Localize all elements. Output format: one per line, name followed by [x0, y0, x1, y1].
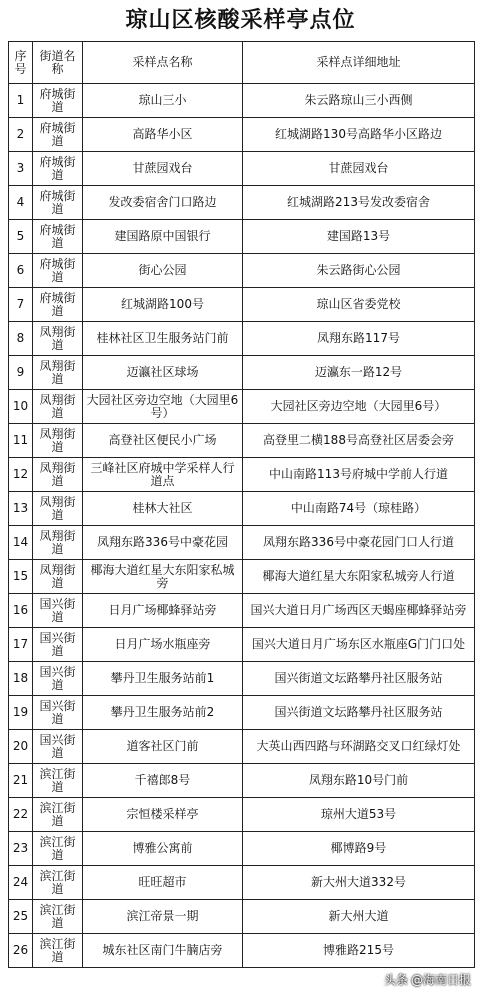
table-row — [9, 152, 475, 186]
row-site-address: 椰博路9号 — [243, 832, 475, 866]
row-site-address: 国兴大道日月广场西区天蝎座椰蜂驿站旁 — [243, 594, 475, 628]
table-row — [9, 832, 475, 866]
table-row — [9, 560, 475, 594]
row-site-address: 大园社区旁边空地（大园里6号） — [243, 390, 475, 424]
table-row — [9, 390, 475, 424]
sampling-sites-table — [8, 41, 475, 968]
row-site-address: 凤翔东路117号 — [243, 322, 475, 356]
row-site-name: 桂林社区卫生服务站门前 — [83, 322, 243, 356]
table-row — [9, 798, 475, 832]
row-index: 3 — [9, 152, 33, 186]
row-index: 26 — [9, 934, 33, 968]
table-row — [9, 322, 475, 356]
table-row — [9, 866, 475, 900]
table-row — [9, 526, 475, 560]
row-index: 16 — [9, 594, 33, 628]
row-site-name: 旺旺超市 — [83, 866, 243, 900]
row-street: 国兴街道 — [33, 628, 83, 662]
row-index: 12 — [9, 458, 33, 492]
header-index: 序号 — [9, 42, 33, 84]
row-site-name: 椰海大道红星大东阳家私城旁 — [83, 560, 243, 594]
table-row — [9, 118, 475, 152]
table-row — [9, 594, 475, 628]
row-street: 滨江街道 — [33, 900, 83, 934]
row-site-name: 红城湖路100号 — [83, 288, 243, 322]
table-row — [9, 424, 475, 458]
table-row — [9, 254, 475, 288]
row-street: 府城街道 — [33, 254, 83, 288]
row-site-name: 滨江帝景一期 — [83, 900, 243, 934]
row-street: 滨江街道 — [33, 866, 83, 900]
row-street: 凤翔街道 — [33, 526, 83, 560]
row-street: 府城街道 — [33, 220, 83, 254]
row-site-address: 大英山西四路与环湖路交叉口红绿灯处 — [243, 730, 475, 764]
row-site-name: 日月广场椰蜂驿站旁 — [83, 594, 243, 628]
row-site-address: 红城湖路213号发改委宿舍 — [243, 186, 475, 220]
row-site-name: 攀丹卫生服务站前2 — [83, 696, 243, 730]
row-site-address: 国兴大道日月广场东区水瓶座G门门口处 — [243, 628, 475, 662]
row-street: 凤翔街道 — [33, 356, 83, 390]
row-site-address: 朱云路琼山三小西侧 — [243, 84, 475, 118]
header-site-name: 采样点名称 — [83, 42, 243, 84]
table-row — [9, 696, 475, 730]
row-index: 25 — [9, 900, 33, 934]
row-street: 凤翔街道 — [33, 492, 83, 526]
row-index: 24 — [9, 866, 33, 900]
table-row — [9, 458, 475, 492]
row-site-address: 中山南路113号府城中学前人行道 — [243, 458, 475, 492]
table-row — [9, 662, 475, 696]
row-index: 1 — [9, 84, 33, 118]
header-site-address: 采样点详细地址 — [243, 42, 475, 84]
row-street: 国兴街道 — [33, 730, 83, 764]
row-street: 凤翔街道 — [33, 390, 83, 424]
row-street: 府城街道 — [33, 118, 83, 152]
row-street: 府城街道 — [33, 186, 83, 220]
page-title: 琼山区核酸采样亭点位 — [125, 8, 356, 33]
row-site-address: 博雅路215号 — [243, 934, 475, 968]
watermark-handle: @海南日报 — [410, 973, 471, 987]
row-index: 6 — [9, 254, 33, 288]
table-row — [9, 900, 475, 934]
table-row — [9, 764, 475, 798]
table-header-row — [9, 42, 475, 84]
row-site-address: 新大州大道 — [243, 900, 475, 934]
row-site-name: 街心公园 — [83, 254, 243, 288]
row-street: 府城街道 — [33, 152, 83, 186]
row-site-address: 中山南路74号（琼桂路） — [243, 492, 475, 526]
table-row — [9, 356, 475, 390]
row-site-name: 高登社区便民小广场 — [83, 424, 243, 458]
table-row — [9, 220, 475, 254]
row-street: 滨江街道 — [33, 832, 83, 866]
row-street: 府城街道 — [33, 84, 83, 118]
row-street: 凤翔街道 — [33, 560, 83, 594]
row-street: 滨江街道 — [33, 764, 83, 798]
watermark-prefix: 头条 — [383, 973, 408, 987]
table-row — [9, 730, 475, 764]
row-index: 14 — [9, 526, 33, 560]
row-site-address: 迈瀛东一路12号 — [243, 356, 475, 390]
row-index: 21 — [9, 764, 33, 798]
row-site-name: 甘蔗园戏台 — [83, 152, 243, 186]
table-row — [9, 84, 475, 118]
table-row — [9, 628, 475, 662]
row-site-address: 琼州大道53号 — [243, 798, 475, 832]
row-site-address: 红城湖路130号高路华小区路边 — [243, 118, 475, 152]
row-site-name: 千禧郎8号 — [83, 764, 243, 798]
row-site-address: 凤翔东路336号中豪花园门口人行道 — [243, 526, 475, 560]
row-site-address: 建国路13号 — [243, 220, 475, 254]
row-index: 9 — [9, 356, 33, 390]
row-site-name: 发改委宿舍门口路边 — [83, 186, 243, 220]
row-site-address: 朱云路街心公园 — [243, 254, 475, 288]
row-site-name: 城东社区南门牛腩店旁 — [83, 934, 243, 968]
row-street: 凤翔街道 — [33, 424, 83, 458]
row-street: 滨江街道 — [33, 934, 83, 968]
row-site-address: 高登里二横188号高登社区居委会旁 — [243, 424, 475, 458]
row-index: 20 — [9, 730, 33, 764]
row-site-name: 攀丹卫生服务站前1 — [83, 662, 243, 696]
row-site-address: 甘蔗园戏台 — [243, 152, 475, 186]
row-site-address: 椰海大道红星大东阳家私城旁人行道 — [243, 560, 475, 594]
row-index: 19 — [9, 696, 33, 730]
row-site-name: 桂林大社区 — [83, 492, 243, 526]
row-street: 府城街道 — [33, 288, 83, 322]
source-watermark — [384, 969, 471, 991]
row-site-name: 日月广场水瓶座旁 — [83, 628, 243, 662]
row-site-name: 高路华小区 — [83, 118, 243, 152]
row-site-name: 宗恒楼采样亭 — [83, 798, 243, 832]
header-street: 街道名称 — [33, 42, 83, 84]
row-site-name: 博雅公寓前 — [83, 832, 243, 866]
row-street: 国兴街道 — [33, 662, 83, 696]
row-street: 凤翔街道 — [33, 458, 83, 492]
row-index: 2 — [9, 118, 33, 152]
row-index: 11 — [9, 424, 33, 458]
row-street: 滨江街道 — [33, 798, 83, 832]
row-index: 8 — [9, 322, 33, 356]
row-site-name: 琼山三小 — [83, 84, 243, 118]
row-street: 国兴街道 — [33, 696, 83, 730]
row-site-name: 道客社区门前 — [83, 730, 243, 764]
row-site-address: 国兴街道文坛路攀丹社区服务站 — [243, 696, 475, 730]
row-index: 23 — [9, 832, 33, 866]
row-site-name: 凤翔东路336号中豪花园 — [83, 526, 243, 560]
table-row — [9, 288, 475, 322]
row-index: 22 — [9, 798, 33, 832]
row-index: 4 — [9, 186, 33, 220]
row-index: 13 — [9, 492, 33, 526]
row-index: 5 — [9, 220, 33, 254]
row-street: 凤翔街道 — [33, 322, 83, 356]
row-index: 18 — [9, 662, 33, 696]
row-index: 15 — [9, 560, 33, 594]
table-row — [9, 492, 475, 526]
row-site-address: 国兴街道文坛路攀丹社区服务站 — [243, 662, 475, 696]
row-site-address: 琼山区省委党校 — [243, 288, 475, 322]
row-street: 国兴街道 — [33, 594, 83, 628]
row-index: 10 — [9, 390, 33, 424]
row-site-name: 三峰社区府城中学采样人行道点 — [83, 458, 243, 492]
row-site-address: 新大州大道332号 — [243, 866, 475, 900]
row-index: 7 — [9, 288, 33, 322]
row-site-name: 建国路原中国银行 — [83, 220, 243, 254]
row-index: 17 — [9, 628, 33, 662]
row-site-address: 凤翔东路10号门前 — [243, 764, 475, 798]
table-row — [9, 934, 475, 968]
table-row — [9, 186, 475, 220]
row-site-name: 大园社区旁边空地（大园里6号） — [83, 390, 243, 424]
row-site-name: 迈瀛社区球场 — [83, 356, 243, 390]
